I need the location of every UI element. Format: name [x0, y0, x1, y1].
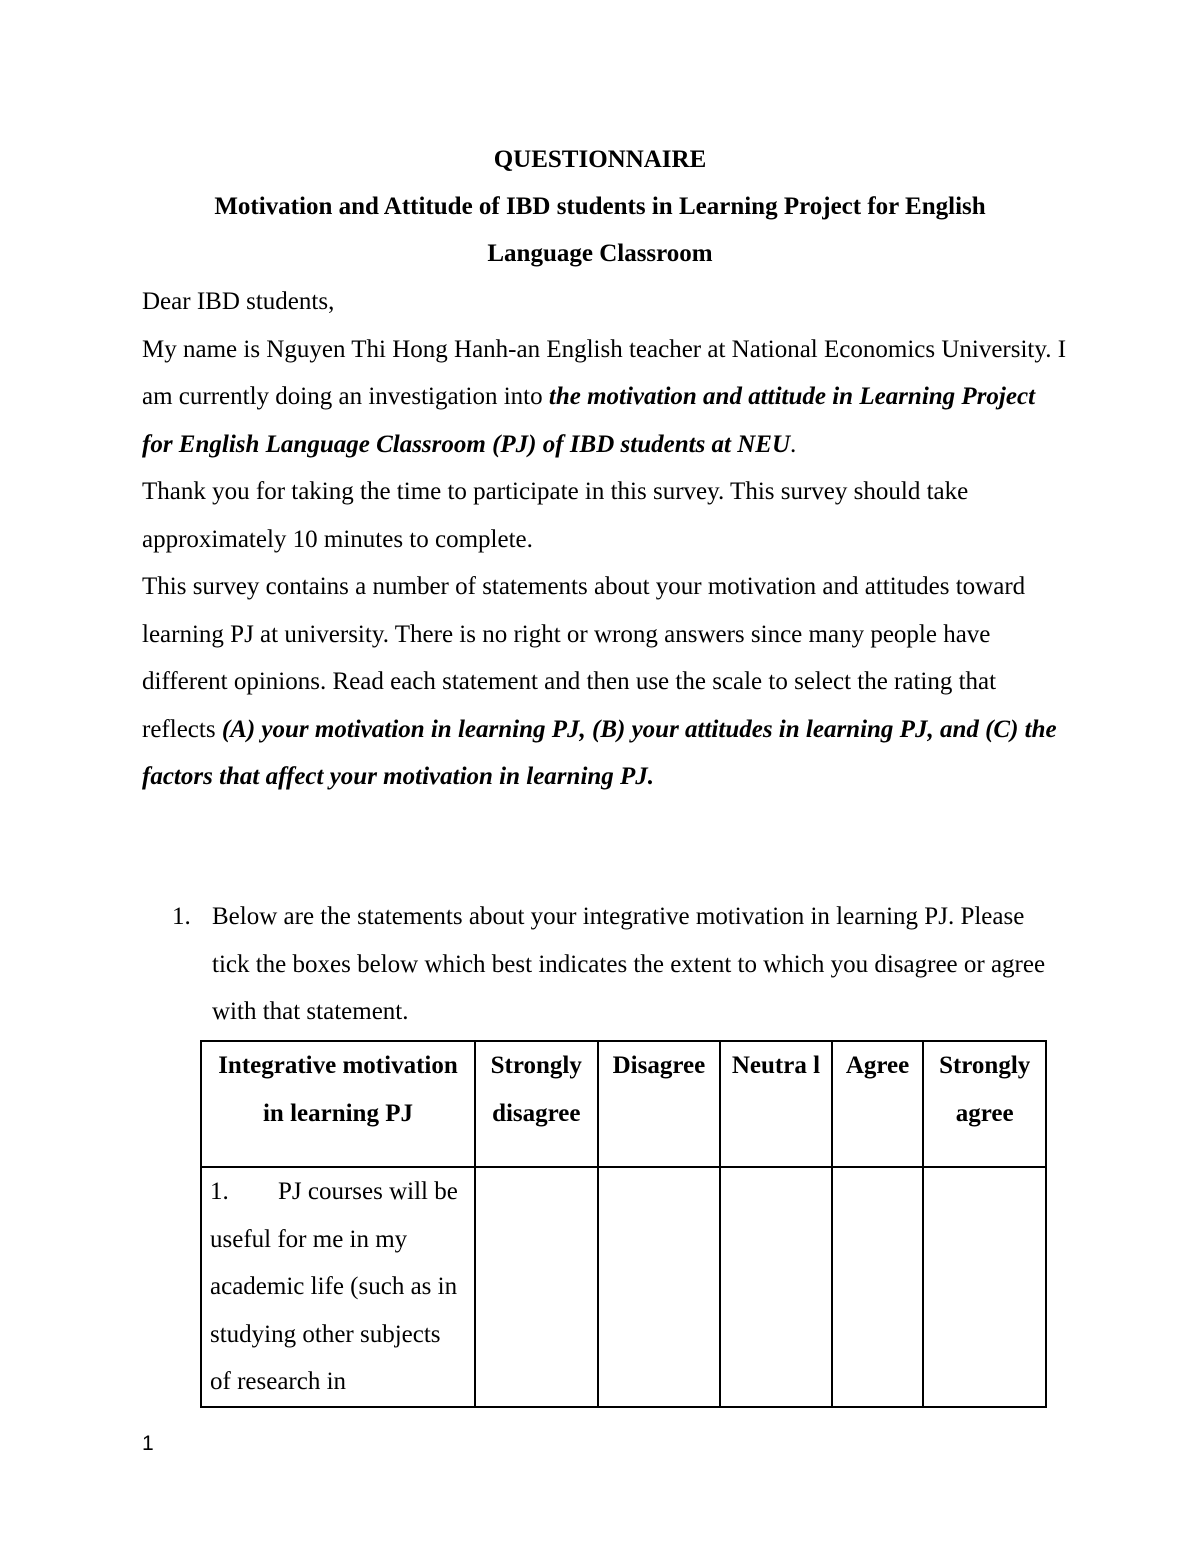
subtitle-line-2: Language Classroom	[487, 240, 713, 267]
table-header-row	[201, 1041, 1046, 1167]
header-statement: Integrative motivation in learning PJ	[201, 1041, 475, 1167]
header-strongly-agree: Strongly agree	[923, 1041, 1046, 1167]
question-1-number: 1.	[172, 903, 191, 930]
greeting: Dear IBD students,	[142, 288, 335, 315]
checkbox-cell-neutral[interactable]	[720, 1167, 831, 1407]
intro-p1-emphasis: the motivation and attitude in Learning Project for English Language Classroom (PJ) of IBD students at NEU	[142, 383, 1036, 458]
header-strongly-disagree: Strongly disagree	[475, 1041, 598, 1167]
statement-cell	[201, 1167, 475, 1407]
subtitle-line-1: Motivation and Attitude of IBD students in Learning Project for English	[214, 193, 986, 220]
likert-table	[200, 1040, 1047, 1408]
header-agree: Agree	[832, 1041, 924, 1167]
intro-p1-period: .	[790, 430, 797, 458]
question-1-text: Below are the statements about your integrative motivation in learning PJ. Please tick the boxes below which best indicates the extent to which you disagree or agree with that statement.	[212, 903, 1046, 1025]
intro-paragraph-1	[142, 326, 1067, 469]
intro-paragraph-2: Thank you for taking the time to participate in this survey. This survey should take approximately 10 minutes to complete.	[142, 478, 969, 553]
header-disagree: Disagree	[598, 1041, 721, 1167]
checkbox-cell-strongly-agree[interactable]	[923, 1167, 1046, 1407]
table-row	[201, 1167, 1046, 1407]
intro-p3-emphasis: (A) your motivation in learning PJ, (B) your attitudes in learning PJ, and (C) the factors that affect your motivation in learning PJ.	[142, 715, 1057, 790]
intro-p1-text: My name is Nguyen Thi Hong Hanh-an English teacher at National Economics University. I am currently doing an investigation into	[142, 335, 1067, 410]
statement-number: 1.	[210, 1178, 229, 1205]
page-title: QUESTIONNAIRE	[493, 146, 707, 173]
checkbox-cell-strongly-disagree[interactable]	[475, 1167, 598, 1407]
intro-p3-text: This survey contains a number of statements about your motivation and attitudes toward learning PJ at university. There is no right or wrong answers since many people have different opinions. Read each statement and then use the scale to select the rating that reflects	[142, 573, 1026, 743]
intro-section	[142, 278, 1067, 801]
checkbox-cell-disagree[interactable]	[598, 1167, 721, 1407]
checkbox-cell-agree[interactable]	[832, 1167, 924, 1407]
page-number: 1	[142, 1432, 154, 1455]
intro-paragraph-3	[142, 563, 1067, 801]
header-neutral: Neutra l	[720, 1041, 831, 1167]
statement-text: PJ courses will be useful for me in my academic life (such as in studying other subjects of research in	[210, 1178, 458, 1395]
